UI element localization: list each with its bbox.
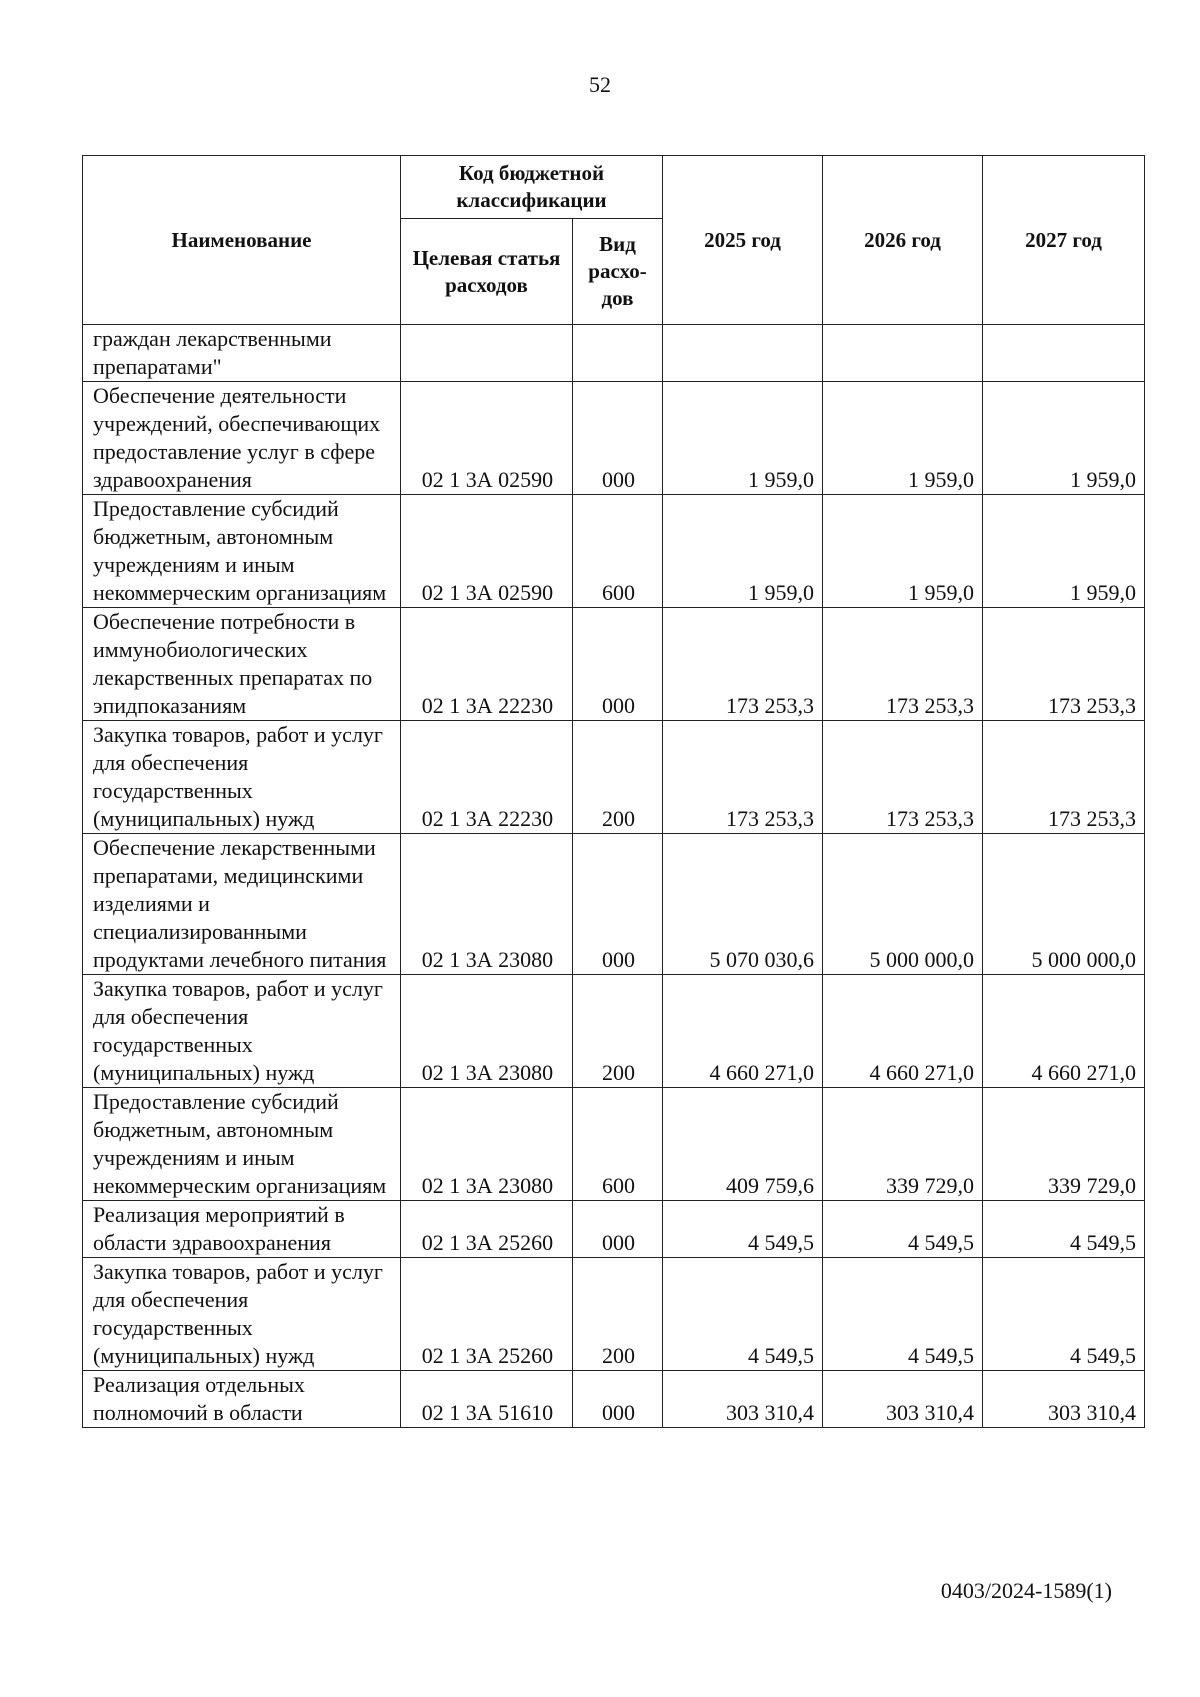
- header-2025: 2025 год: [663, 156, 823, 325]
- row-name: Обеспечение потребности в иммунобиологических лекарственных препаратах по эпидпоказаниям: [83, 608, 401, 721]
- table-row: [83, 382, 1145, 495]
- row-value-2025: 303 310,4: [663, 1371, 823, 1428]
- table-body: [83, 325, 1145, 1428]
- row-value-2025: 173 253,3: [663, 608, 823, 721]
- table-row: [83, 1088, 1145, 1201]
- row-value-2025: 1 959,0: [663, 382, 823, 495]
- row-name: Предоставление субсидий бюджетным, автономным учреждениям и иным некоммерческим организациям: [83, 1088, 401, 1201]
- table-row: [83, 608, 1145, 721]
- header-name: Наименование: [83, 156, 401, 325]
- row-value-2025: [663, 325, 823, 382]
- row-expense-kind: 000: [573, 382, 663, 495]
- row-name: Обеспечение деятельности учреждений, обеспечивающих предоставление услуг в сфере здравоохранения: [83, 382, 401, 495]
- row-value-2027: [983, 325, 1145, 382]
- row-value-2025: 173 253,3: [663, 721, 823, 834]
- header-kind: Вид расхо-дов: [573, 219, 663, 325]
- row-expense-kind: 000: [573, 608, 663, 721]
- row-value-2027: 1 959,0: [983, 382, 1145, 495]
- row-expense-kind: 000: [573, 1201, 663, 1258]
- header-target: Целевая статья расходов: [401, 219, 573, 325]
- row-value-2025: 4 549,5: [663, 1201, 823, 1258]
- row-value-2026: [823, 325, 983, 382]
- row-target-code: 02 1 3А 25260: [401, 1258, 573, 1371]
- row-value-2027: 4 549,5: [983, 1201, 1145, 1258]
- row-target-code: 02 1 3А 23080: [401, 975, 573, 1088]
- row-value-2027: 173 253,3: [983, 721, 1145, 834]
- row-value-2027: 4 549,5: [983, 1258, 1145, 1371]
- table-row: [83, 1258, 1145, 1371]
- row-expense-kind: 200: [573, 721, 663, 834]
- row-expense-kind: 600: [573, 1088, 663, 1201]
- row-target-code: 02 1 3А 23080: [401, 834, 573, 975]
- row-value-2026: 4 549,5: [823, 1258, 983, 1371]
- row-target-code: 02 1 3А 51610: [401, 1371, 573, 1428]
- table-row: [83, 325, 1145, 382]
- row-value-2026: 339 729,0: [823, 1088, 983, 1201]
- row-value-2027: 173 253,3: [983, 608, 1145, 721]
- table-row: [83, 975, 1145, 1088]
- page-number: 52: [589, 72, 611, 97]
- row-name: Закупка товаров, работ и услуг для обеспечения государственных (муниципальных) нужд: [83, 1258, 401, 1371]
- row-target-code: 02 1 3А 02590: [401, 382, 573, 495]
- row-value-2027: 5 000 000,0: [983, 834, 1145, 975]
- row-value-2025: 5 070 030,6: [663, 834, 823, 975]
- row-target-code: 02 1 3А 22230: [401, 608, 573, 721]
- table-row: [83, 1201, 1145, 1258]
- row-target-code: [401, 325, 573, 382]
- table-header: [83, 156, 1145, 325]
- table-row: [83, 834, 1145, 975]
- header-2027: 2027 год: [983, 156, 1145, 325]
- document-id: 0403/2024-1589(1): [940, 1578, 1112, 1603]
- row-target-code: 02 1 3А 02590: [401, 495, 573, 608]
- row-value-2026: 5 000 000,0: [823, 834, 983, 975]
- row-value-2026: 1 959,0: [823, 495, 983, 608]
- header-2026: 2026 год: [823, 156, 983, 325]
- table-row: [83, 1371, 1145, 1428]
- table-row: [83, 721, 1145, 834]
- row-value-2027: 4 660 271,0: [983, 975, 1145, 1088]
- row-expense-kind: 000: [573, 1371, 663, 1428]
- row-value-2026: 4 660 271,0: [823, 975, 983, 1088]
- row-value-2025: 1 959,0: [663, 495, 823, 608]
- row-target-code: 02 1 3А 22230: [401, 721, 573, 834]
- row-value-2026: 173 253,3: [823, 608, 983, 721]
- row-name: Закупка товаров, работ и услуг для обеспечения государственных (муниципальных) нужд: [83, 721, 401, 834]
- row-value-2026: 303 310,4: [823, 1371, 983, 1428]
- row-value-2025: 4 549,5: [663, 1258, 823, 1371]
- row-target-code: 02 1 3А 23080: [401, 1088, 573, 1201]
- row-value-2027: 303 310,4: [983, 1371, 1145, 1428]
- row-value-2025: 409 759,6: [663, 1088, 823, 1201]
- row-name: Реализация отдельных полномочий в области: [83, 1371, 401, 1428]
- row-target-code: 02 1 3А 25260: [401, 1201, 573, 1258]
- row-value-2027: 339 729,0: [983, 1088, 1145, 1201]
- budget-table: [82, 155, 1145, 1428]
- header-code-group: Код бюджетной классификации: [401, 156, 663, 219]
- row-name: Обеспечение лекарственными препаратами, медицинскими изделиями и специализированными продуктами лечебного питания: [83, 834, 401, 975]
- row-expense-kind: 600: [573, 495, 663, 608]
- table-row: [83, 495, 1145, 608]
- row-name: граждан лекарственными препаратами": [83, 325, 401, 382]
- row-value-2026: 1 959,0: [823, 382, 983, 495]
- row-expense-kind: 200: [573, 1258, 663, 1371]
- row-name: Реализация мероприятий в области здравоохранения: [83, 1201, 401, 1258]
- row-expense-kind: [573, 325, 663, 382]
- row-name: Предоставление субсидий бюджетным, автономным учреждениям и иным некоммерческим организациям: [83, 495, 401, 608]
- row-expense-kind: 000: [573, 834, 663, 975]
- row-value-2027: 1 959,0: [983, 495, 1145, 608]
- row-value-2025: 4 660 271,0: [663, 975, 823, 1088]
- row-value-2026: 173 253,3: [823, 721, 983, 834]
- row-value-2026: 4 549,5: [823, 1201, 983, 1258]
- row-expense-kind: 200: [573, 975, 663, 1088]
- row-name: Закупка товаров, работ и услуг для обеспечения государственных (муниципальных) нужд: [83, 975, 401, 1088]
